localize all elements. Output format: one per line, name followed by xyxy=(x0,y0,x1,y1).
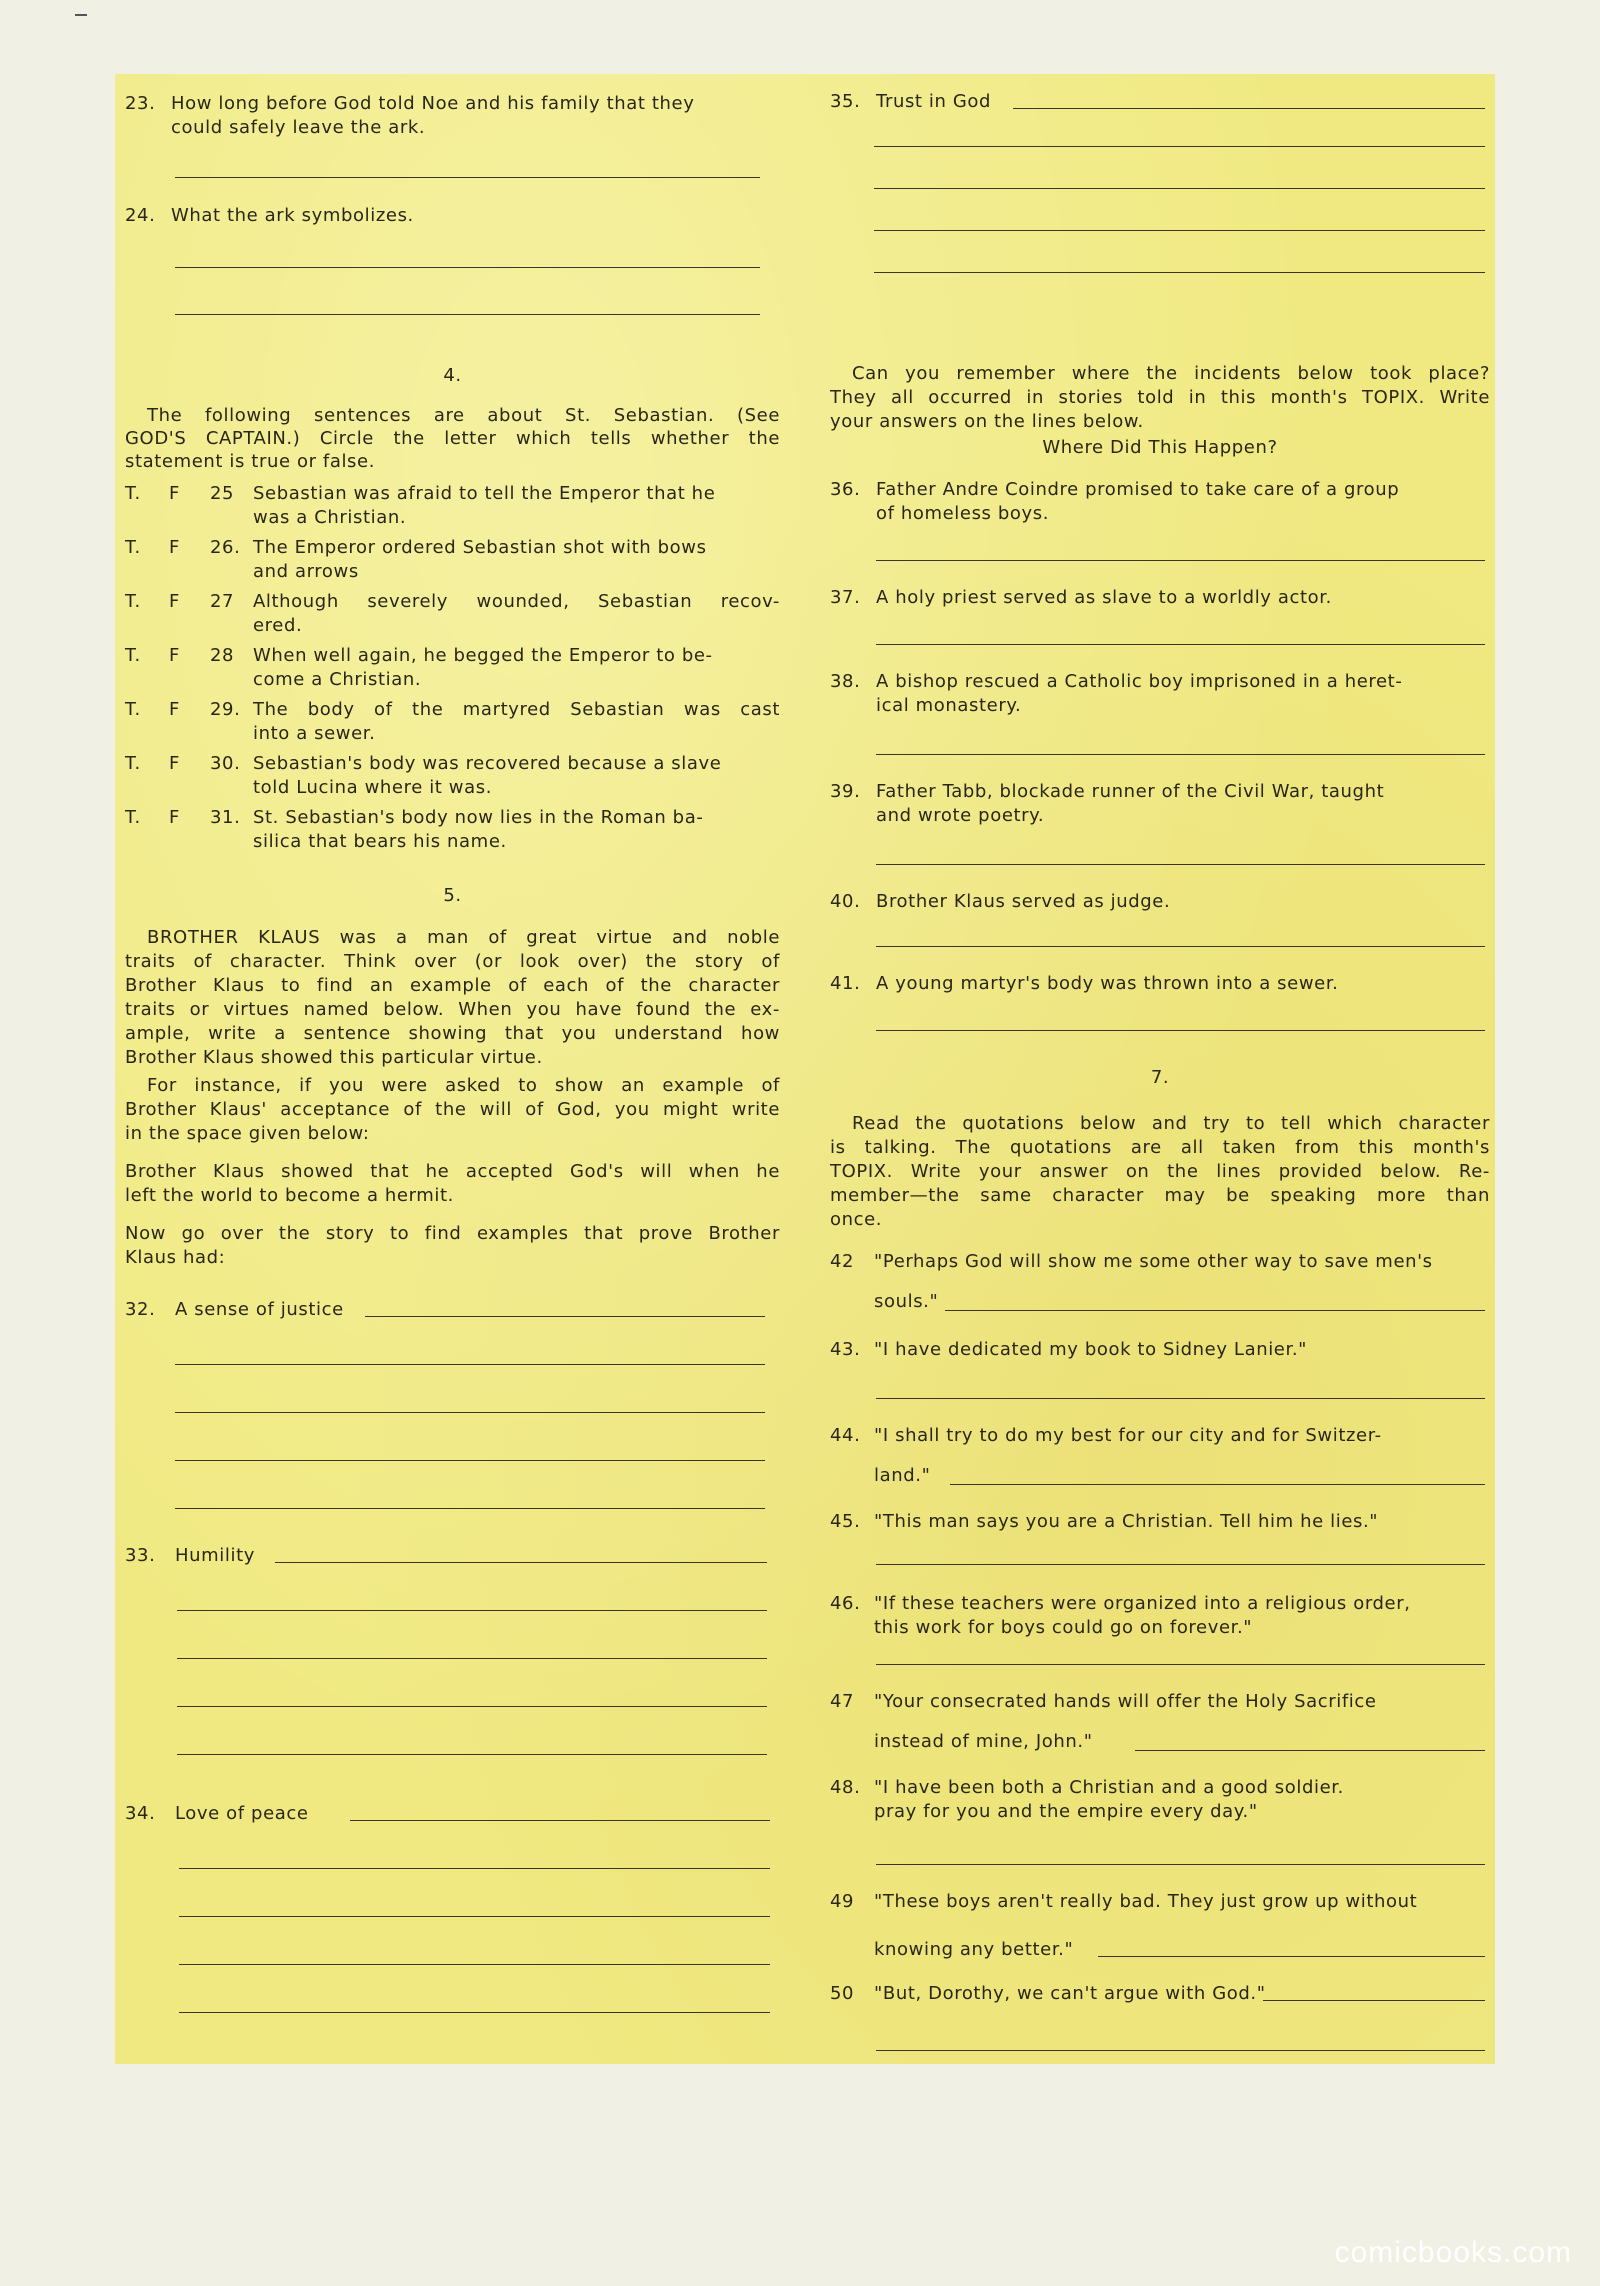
answer-line[interactable] xyxy=(177,1754,767,1755)
answer-line[interactable] xyxy=(876,1864,1485,1865)
answer-line[interactable] xyxy=(275,1562,767,1563)
false-option[interactable]: F xyxy=(169,537,180,558)
answer-line[interactable] xyxy=(874,146,1485,147)
answer-line[interactable] xyxy=(365,1316,765,1317)
false-option[interactable]: F xyxy=(169,699,180,720)
true-option[interactable]: T. xyxy=(125,807,141,828)
section-5-paragraph-2: For instance, if you were asked to show an example of Brother Klaus' acceptance of the will of God, you might write in the space given below: xyxy=(125,1075,780,1144)
answer-line[interactable] xyxy=(1013,108,1485,109)
answer-line[interactable] xyxy=(179,1916,770,1917)
answer-line[interactable] xyxy=(876,560,1485,561)
section-7-heading: 7. xyxy=(1150,1067,1170,1088)
answer-line[interactable] xyxy=(876,946,1485,947)
answer-line[interactable] xyxy=(179,1868,770,1869)
answer-line[interactable] xyxy=(876,864,1485,865)
quiz-sheet: 23. How long before God told Noe and his family that they could safely leave the ark. 24. What the ark symbolizes. 4. The following sentences are about St. Sebastian. (See GOD'S CAPTAIN.) Circle the letter which tells whether the statement is true or false. T. F 25 Sebastian was afraid to tell the Emperor that he was a Christian. T. F 26. The Emperor ordered Sebastian shot with bows and arrows T. F 27 Although severely wounded, Sebastian recov- ered. T. F 28 When well again, he begged the Emperor to be- come a Christian. T. F 29. The body of the martyred Sebastian was cast into a sewer. T. F 30. Sebastian's body was recovered because a slave told Lucina where it was. T. F 31. St. Sebastian's body now lies in the Roman ba- silica that bears his name. 5. BROTHER KLAUS was a man of great virtue and noble traits of character. Think over (or look over) the story of Brother Klaus to find an example of each of the character traits or virtues named below. When you have found the ex- ample, write a sentence showing that you understand how Brother Klaus showed this particular virtue. For instance, if you were asked to show an example of Brother Klaus' acceptance of the will of God, you might write in the space given below: Brother Klaus showed that he accepted God's will when he left the world to become a hermit. Now go over the story to find examples that prove Brother Klaus had: 32. A sense of justice 33. Humility 34. Love of peace 35. Trust in God Can you remember where the incidents below took place? They all occurred in stories told in this month's TOPIX. Write your answers on the lines below. Where Did This Happen? 36. Father Andre Coindre promised to take care of a group of homeless boys. 37. A holy priest served as slave to a worldly actor. 38. A bishop rescued a Catholic boy imprisoned in a heret- ical monastery. 39. Father Tabb, blockade runner of the Civil War, taught and wrote poetry. 40. Brother Klaus served as judge. 41. A young martyr's body was thrown into a sewer. 7. Read the quotations below and try to tell which character is talking. The quotations are all taken from this month's TOPIX. Write your answer on the lines provided below. Re- member—the same character may be speaking more than once. 42 "Perhaps God will show me some other way to save men's souls." 43. "I have dedicated my book to Sidney Lanier." 44. "I shall try to do my best for our city and for Switzer- land." 45. "This man says you are a Christian. Tell him he lies." 46. "If these teachers were organized into a religious order, this work for boys could go on forever." 47 "Your consecrated hands will offer the Holy Sacrifice instead of mine, John." 48. "I have been both a Christian and a good soldier. pray for you and the empire every day." 49 "These boys aren't really bad. They just grow up without knowing any better." 50 "But, Dorothy, we can't argue with God." xyxy=(115,74,1495,2064)
true-option[interactable]: T. xyxy=(125,591,141,612)
true-option[interactable]: T. xyxy=(125,645,141,666)
answer-line[interactable] xyxy=(179,2012,770,2013)
answer-line[interactable] xyxy=(350,1820,770,1821)
answer-line[interactable] xyxy=(950,1484,1485,1485)
answer-line[interactable] xyxy=(876,1030,1485,1031)
answer-line[interactable] xyxy=(179,1964,770,1965)
answer-line[interactable] xyxy=(945,1310,1485,1311)
false-option[interactable]: F xyxy=(169,753,180,774)
answer-line[interactable] xyxy=(876,1564,1485,1565)
false-option[interactable]: F xyxy=(169,645,180,666)
answer-line[interactable] xyxy=(177,1706,767,1707)
answer-line[interactable] xyxy=(177,1658,767,1659)
answer-line[interactable] xyxy=(876,644,1485,645)
section-5-paragraph-1: BROTHER KLAUS was a man of great virtue and noble traits of character. Think over (or look over) the story of Brother Klaus to find an example of each of the character traits or virtues named below. When you have found the ex- ample, write a sentence showing that you understand how Brother Klaus showed this particular virtue. xyxy=(125,927,780,1068)
answer-line[interactable] xyxy=(175,267,760,268)
section-6-intro: Can you remember where the incidents below took place? They all occurred in stories told in this month's TOPIX. Write your answers on the lines below. xyxy=(830,363,1490,432)
answer-line[interactable] xyxy=(876,754,1485,755)
answer-line[interactable] xyxy=(1263,2000,1485,2001)
answer-line[interactable] xyxy=(175,1508,765,1509)
answer-line[interactable] xyxy=(175,1364,765,1365)
watermark: comicbooks.com xyxy=(1334,2236,1572,2269)
answer-line[interactable] xyxy=(175,177,760,178)
false-option[interactable]: F xyxy=(169,591,180,612)
answer-line[interactable] xyxy=(874,188,1485,189)
section-6-heading: Where Did This Happen? xyxy=(1042,437,1278,458)
answer-line[interactable] xyxy=(876,2050,1485,2051)
section-7-intro: Read the quotations below and try to tell which character is talking. The quotations are all taken from this month's TOPIX. Write your answer on the lines provided below. Re- member—the same character may be speaking more than once. xyxy=(830,1113,1490,1230)
section-5-heading: 5. xyxy=(443,885,462,906)
true-option[interactable]: T. xyxy=(125,537,141,558)
answer-line[interactable] xyxy=(1135,1750,1485,1751)
answer-line[interactable] xyxy=(175,314,760,315)
section-4-heading: 4. xyxy=(443,365,462,386)
false-option[interactable]: F xyxy=(169,483,180,504)
answer-line[interactable] xyxy=(175,1460,765,1461)
answer-line[interactable] xyxy=(876,1398,1485,1399)
true-option[interactable]: T. xyxy=(125,483,141,504)
section-5-example: Brother Klaus showed that he accepted God's will when he left the world to become a hermit. xyxy=(125,1161,780,1206)
answer-line[interactable] xyxy=(874,230,1485,231)
answer-line[interactable] xyxy=(876,1664,1485,1665)
true-option[interactable]: T. xyxy=(125,753,141,774)
page-corner-mark xyxy=(75,14,87,16)
answer-line[interactable] xyxy=(1098,1956,1485,1957)
answer-line[interactable] xyxy=(177,1610,767,1611)
section-4-intro: The following sentences are about St. Sebastian. (See xyxy=(147,405,780,426)
answer-line[interactable] xyxy=(874,272,1485,273)
false-option[interactable]: F xyxy=(169,807,180,828)
true-option[interactable]: T. xyxy=(125,699,141,720)
section-5-instruction: Now go over the story to find examples that prove Brother Klaus had: xyxy=(125,1223,780,1268)
answer-line[interactable] xyxy=(175,1412,765,1413)
